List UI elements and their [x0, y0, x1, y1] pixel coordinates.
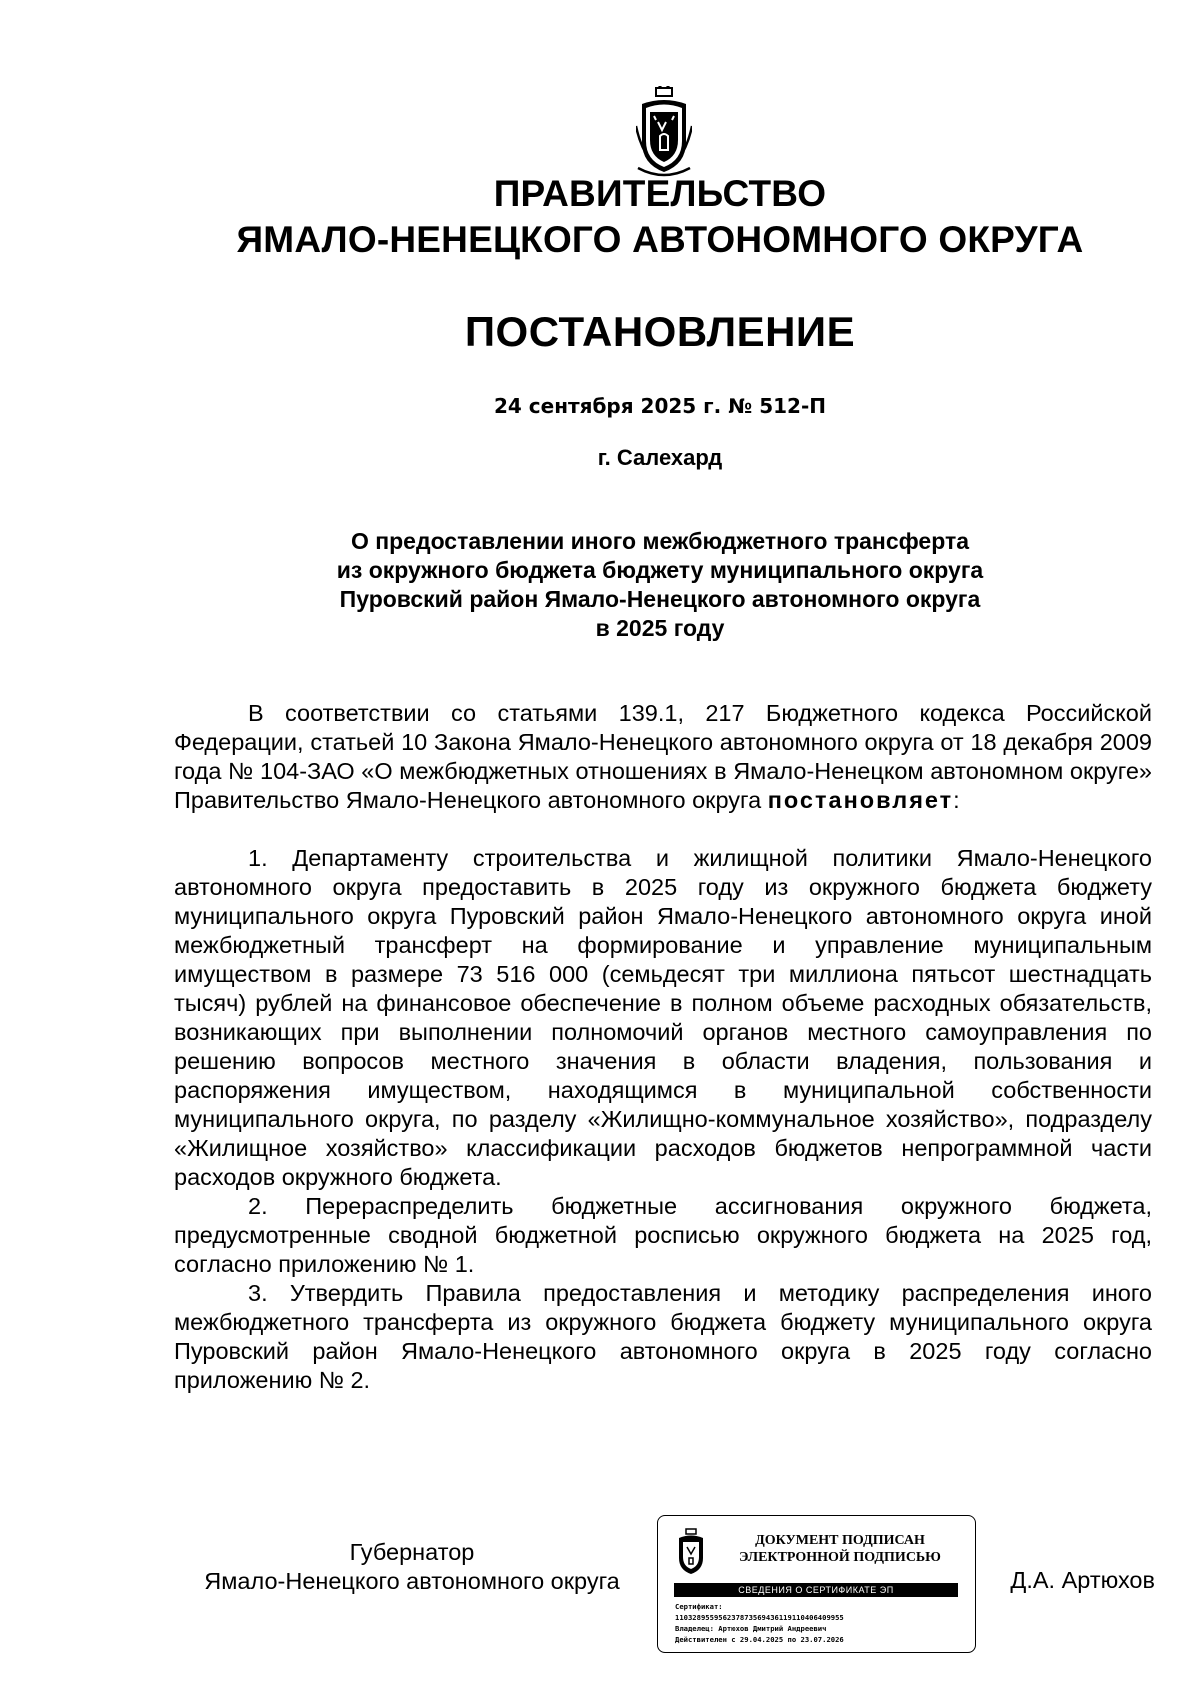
document-subject	[262, 527, 1058, 643]
document-body	[174, 699, 1152, 1395]
item-2-paragraph: 2. Перераспределить бюджетные ассигнования окружного бюджета, предусмотренные сводной бюджетной росписью окружного бюджета на 2025 год, согласно приложению № 1.	[174, 1193, 1152, 1277]
organization-title	[0, 171, 1200, 263]
stamp-title-line1: ДОКУМЕНТ ПОДПИСАН	[755, 1533, 925, 1548]
signatory-role-line1: Губернатор	[349, 1539, 475, 1565]
electronic-signature-stamp	[657, 1515, 976, 1653]
item-1-paragraph: 1. Департаменту строительства и жилищной политики Ямало-Ненецкого автономного округа предоставить в 2025 году из окружного бюджета бюджету муниципального округа Пуровский район Ямало-Ненецкого автономного округа иной межбюджетный трансферт на формирование и управление муниципальным имуществом в размере 73 516 000 (семьдесят три миллиона пятьсот шестнадцать тысяч) рублей на финансовое обеспечение в полном объеме расходных обязательств, возникающих при выполнении полномочий органов местного самоуправления по решению вопросов местного значения в области владения, пользования и распоряжения имуществом, находящимся в муниципальной собственности муниципального округа, по разделу «Жилищно-коммунальное хозяйство», подразделу «Жилищное хозяйство» классификации расходов бюджетов непрограммной части расходов окружного бюджета.	[174, 845, 1152, 1190]
city: г. Салехард	[597, 445, 723, 470]
signatory-role	[174, 1538, 650, 1596]
subject-line1: О предоставлении иного межбюджетного трансферта	[350, 528, 970, 554]
item-3-paragraph: 3. Утвердить Правила предоставления и методику распределения иного межбюджетного трансферта из окружного бюджета бюджету муниципального округа Пуровский район Ямало-Ненецкого автономного округа в 2025 году согласно приложению № 2.	[174, 1280, 1152, 1393]
date-and-number: 24 сентября 2025 г. № 512-П	[493, 394, 826, 418]
stamp-title-line2: ЭЛЕКТРОННОЙ ПОДПИСЬЮ	[739, 1550, 941, 1565]
resolves-word: постановляет	[767, 787, 954, 813]
stamp-certificate-info	[675, 1601, 965, 1645]
cert-owner: Владелец: Артюхов Дмитрий Андреевич	[675, 1624, 827, 1633]
stamp-title	[720, 1532, 960, 1566]
subject-line2: из окружного бюджета бюджету муниципального округа	[336, 557, 984, 583]
document-type: ПОСТАНОВЛЕНИЕ	[464, 308, 856, 355]
preamble-text: В соответствии со статьями 139.1, 217 Бюджетного кодекса Российской Федерации, статьей 10 Закона Ямало-Ненецкого автономного округа от 18 декабря 2009 года № 104-ЗАО «О межбюджетных отношениях в Ямало-Ненецком автономном округе» Правительство Ямало-Ненецкого автономного округа	[174, 700, 1152, 813]
coat-of-arms-icon	[636, 86, 692, 178]
stamp-coat-of-arms-icon	[676, 1528, 706, 1576]
preamble-paragraph	[174, 699, 1152, 815]
signatory-name: Д.А. Артюхов	[1010, 1567, 1155, 1593]
org-title-line2: ЯМАЛО-НЕНЕЦКОГО АВТОНОМНОГО ОКРУГА	[236, 219, 1084, 260]
subject-line3: Пуровский район Ямало-Ненецкого автономного округа	[339, 586, 981, 612]
org-title-line1: ПРАВИТЕЛЬСТВО	[493, 173, 827, 214]
cert-validity: Действителен с 29.04.2025 по 23.07.2026	[675, 1635, 844, 1644]
resolves-colon: :	[953, 787, 960, 813]
subject-line4: в 2025 году	[595, 615, 725, 641]
cert-label: Сертификат:	[675, 1602, 723, 1611]
stamp-certificate-bar: СВЕДЕНИЯ О СЕРТИФИКАТЕ ЭП	[674, 1583, 958, 1597]
cert-number: 11032895595623787356943611911040640995​5	[675, 1613, 844, 1622]
signatory-role-line2: Ямало-Ненецкого автономного округа	[204, 1568, 620, 1594]
